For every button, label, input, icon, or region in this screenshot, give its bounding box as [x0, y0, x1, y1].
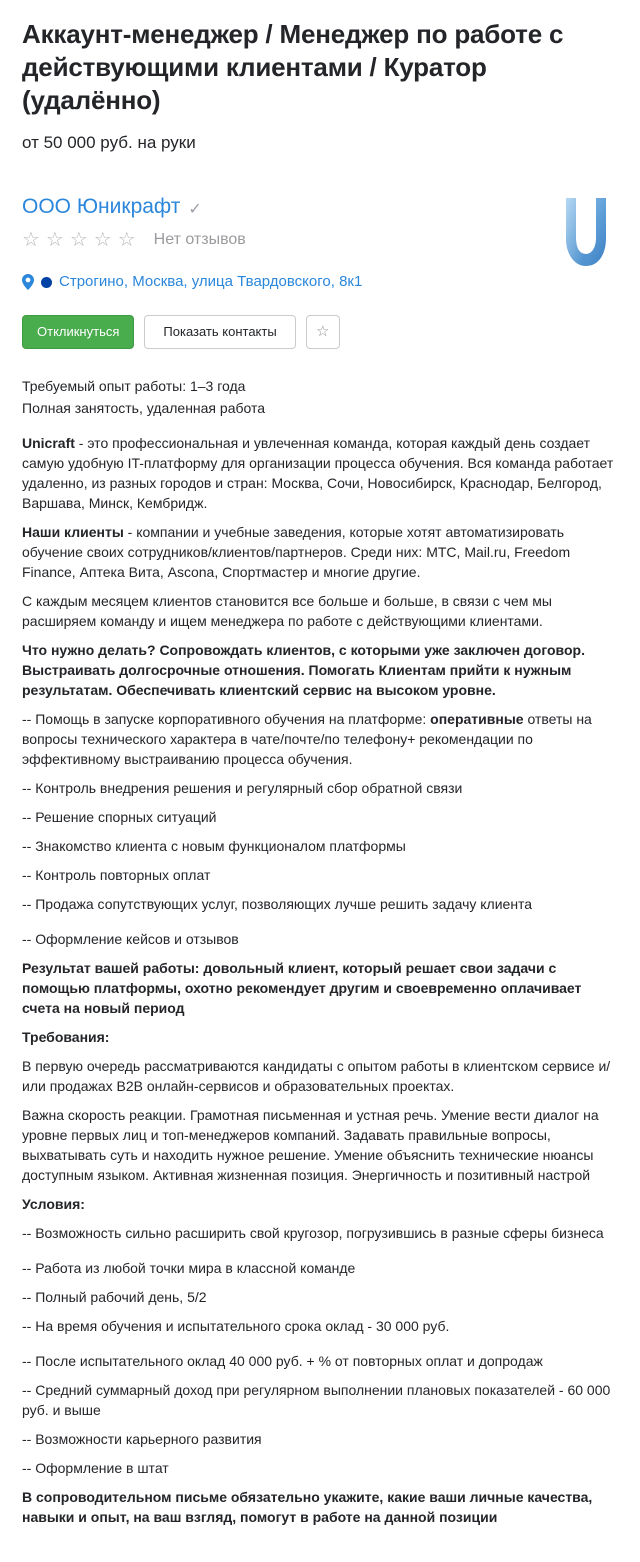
- description-paragraph: Результат вашей работы: довольный клиент, который решает свои задачи с помощью платформы, охотно рекомендует другим и своевременно оплачивает счета на новый период: [22, 960, 582, 1016]
- description-paragraph: -- После испытательного оклад 40 000 руб. + % от повторных оплат и допродаж: [22, 1353, 543, 1369]
- company-address-link[interactable]: [22, 273, 618, 291]
- vacancy-meta: [22, 375, 618, 419]
- vacancy-description: [22, 433, 618, 1527]
- description-paragraph: -- Знакомство клиента с новым функционалом платформы: [22, 838, 406, 854]
- reviews-count-label: Нет отзывов: [153, 231, 246, 248]
- show-contacts-button[interactable]: Показать контакты: [144, 315, 295, 349]
- experience-text: Требуемый опыт работы: 1–3 года: [22, 378, 246, 394]
- actions-row: [22, 315, 618, 349]
- description-paragraph: -- Продажа сопутствующих услуг, позволяющих лучше решить задачу клиента: [22, 896, 533, 912]
- description-paragraph: Наши клиенты - компании и учебные заведения, которые хотят автоматизировать обучение своих сотрудников/клиентов/партнеров. Среди них: МТС, Mail.ru, Freedom Finance, Аптека Вита, Ascona, Спортмастер и многие другие.: [22, 524, 571, 580]
- location-pin-icon: [22, 274, 34, 290]
- description-paragraph: В первую очередь рассматриваются кандидаты с опытом работы в клиентском сервисе и/или продажах B2B онлайн-сервисов и образовательных проектах.: [22, 1058, 611, 1094]
- apply-button[interactable]: Откликнуться: [22, 315, 134, 349]
- favorite-button[interactable]: [306, 315, 340, 349]
- description-paragraph: -- Средний суммарный доход при регулярном выполнении плановых показателей - 60 000 руб. и выше: [22, 1382, 611, 1418]
- verified-check-icon: ✓: [188, 200, 202, 218]
- description-paragraph: -- Работа из любой точки мира в классной команде: [22, 1260, 356, 1276]
- description-paragraph: Что нужно делать? Сопровождать клиентов, с которыми уже заключен договор. Выстраивать долгосрочные отношения. Помогать Клиентам прийти к нужным результатам. Обеспечивать клиентский сервис на высоком уровне.: [22, 642, 585, 698]
- description-paragraph: -- Возможность сильно расширить свой кругозор, погрузившись в разные сферы бизнеса: [22, 1225, 604, 1241]
- description-paragraph: С каждым месяцем клиентов становится все больше и больше, в связи с чем мы расширяем команду и ищем менеджера по работе с действующими клиентами.: [22, 593, 552, 629]
- vacancy-salary: от 50 000 руб. на руки: [22, 133, 196, 152]
- description-paragraph: Требования:: [22, 1029, 110, 1045]
- description-paragraph: -- Решение спорных ситуаций: [22, 809, 217, 825]
- employment-text: Полная занятость, удаленная работа: [22, 400, 266, 416]
- description-paragraph: -- Оформление кейсов и отзывов: [22, 931, 239, 947]
- description-paragraph: -- На время обучения и испытательного срока оклад - 30 000 руб.: [22, 1318, 450, 1334]
- metro-line-dot: [41, 277, 52, 288]
- description-paragraph: Условия:: [22, 1196, 85, 1212]
- description-paragraph: В сопроводительном письме обязательно укажите, какие ваши личные качества, навыки и опыт, на ваш взгляд, помогут в работе на данной позиции: [22, 1489, 593, 1525]
- description-paragraph: -- Помощь в запуске корпоративного обучения на платформе: оперативные ответы на вопросы технического характера в чате/почте/по телефону+ рекомендации по эффективному выстраиванию процесса обучения.: [22, 711, 592, 767]
- favorite-star-icon: ☆: [315, 323, 330, 340]
- description-paragraph: Важна скорость реакции. Грамотная письменная и устная речь. Умение вести диалог на уровне первых лиц и топ-менеджеров компаний. Задавать правильные вопросы, выхватывать суть и находить нужное решение. Умение объяснить технические нюансы доступным языком. Активная жизненная позиция. Энергичность и позитивный настрой: [22, 1107, 599, 1183]
- company-logo: [560, 194, 612, 270]
- description-paragraph: -- Оформление в штат: [22, 1460, 169, 1476]
- company-name-link[interactable]: ООО Юникрафт: [22, 195, 181, 218]
- description-paragraph: -- Полный рабочий день, 5/2: [22, 1289, 207, 1305]
- description-paragraph: -- Возможности карьерного развития: [22, 1431, 262, 1447]
- company-block: [22, 194, 618, 291]
- description-paragraph: -- Контроль повторных оплат: [22, 867, 211, 883]
- company-address-text: Строгино, Москва, улица Твардовского, 8к1: [59, 273, 363, 290]
- rating-stars[interactable]: ☆☆☆☆☆: [22, 229, 142, 251]
- description-paragraph: -- Контроль внедрения решения и регулярный сбор обратной связи: [22, 780, 463, 796]
- vacancy-title: Аккаунт-менеджер / Менеджер по работе с действующими клиентами / Куратор (удалённо): [22, 19, 564, 115]
- description-paragraph: Unicraft - это профессиональная и увлеченная команда, которая каждый день создает самую удобную IT-платформу для организации процесса обучения. Вся команда работает удаленно, из разных городов и стран: Москва, Сочи, Новосибирск, Краснодар, Белгород, Варшава, Минск, Кембридж.: [22, 435, 614, 511]
